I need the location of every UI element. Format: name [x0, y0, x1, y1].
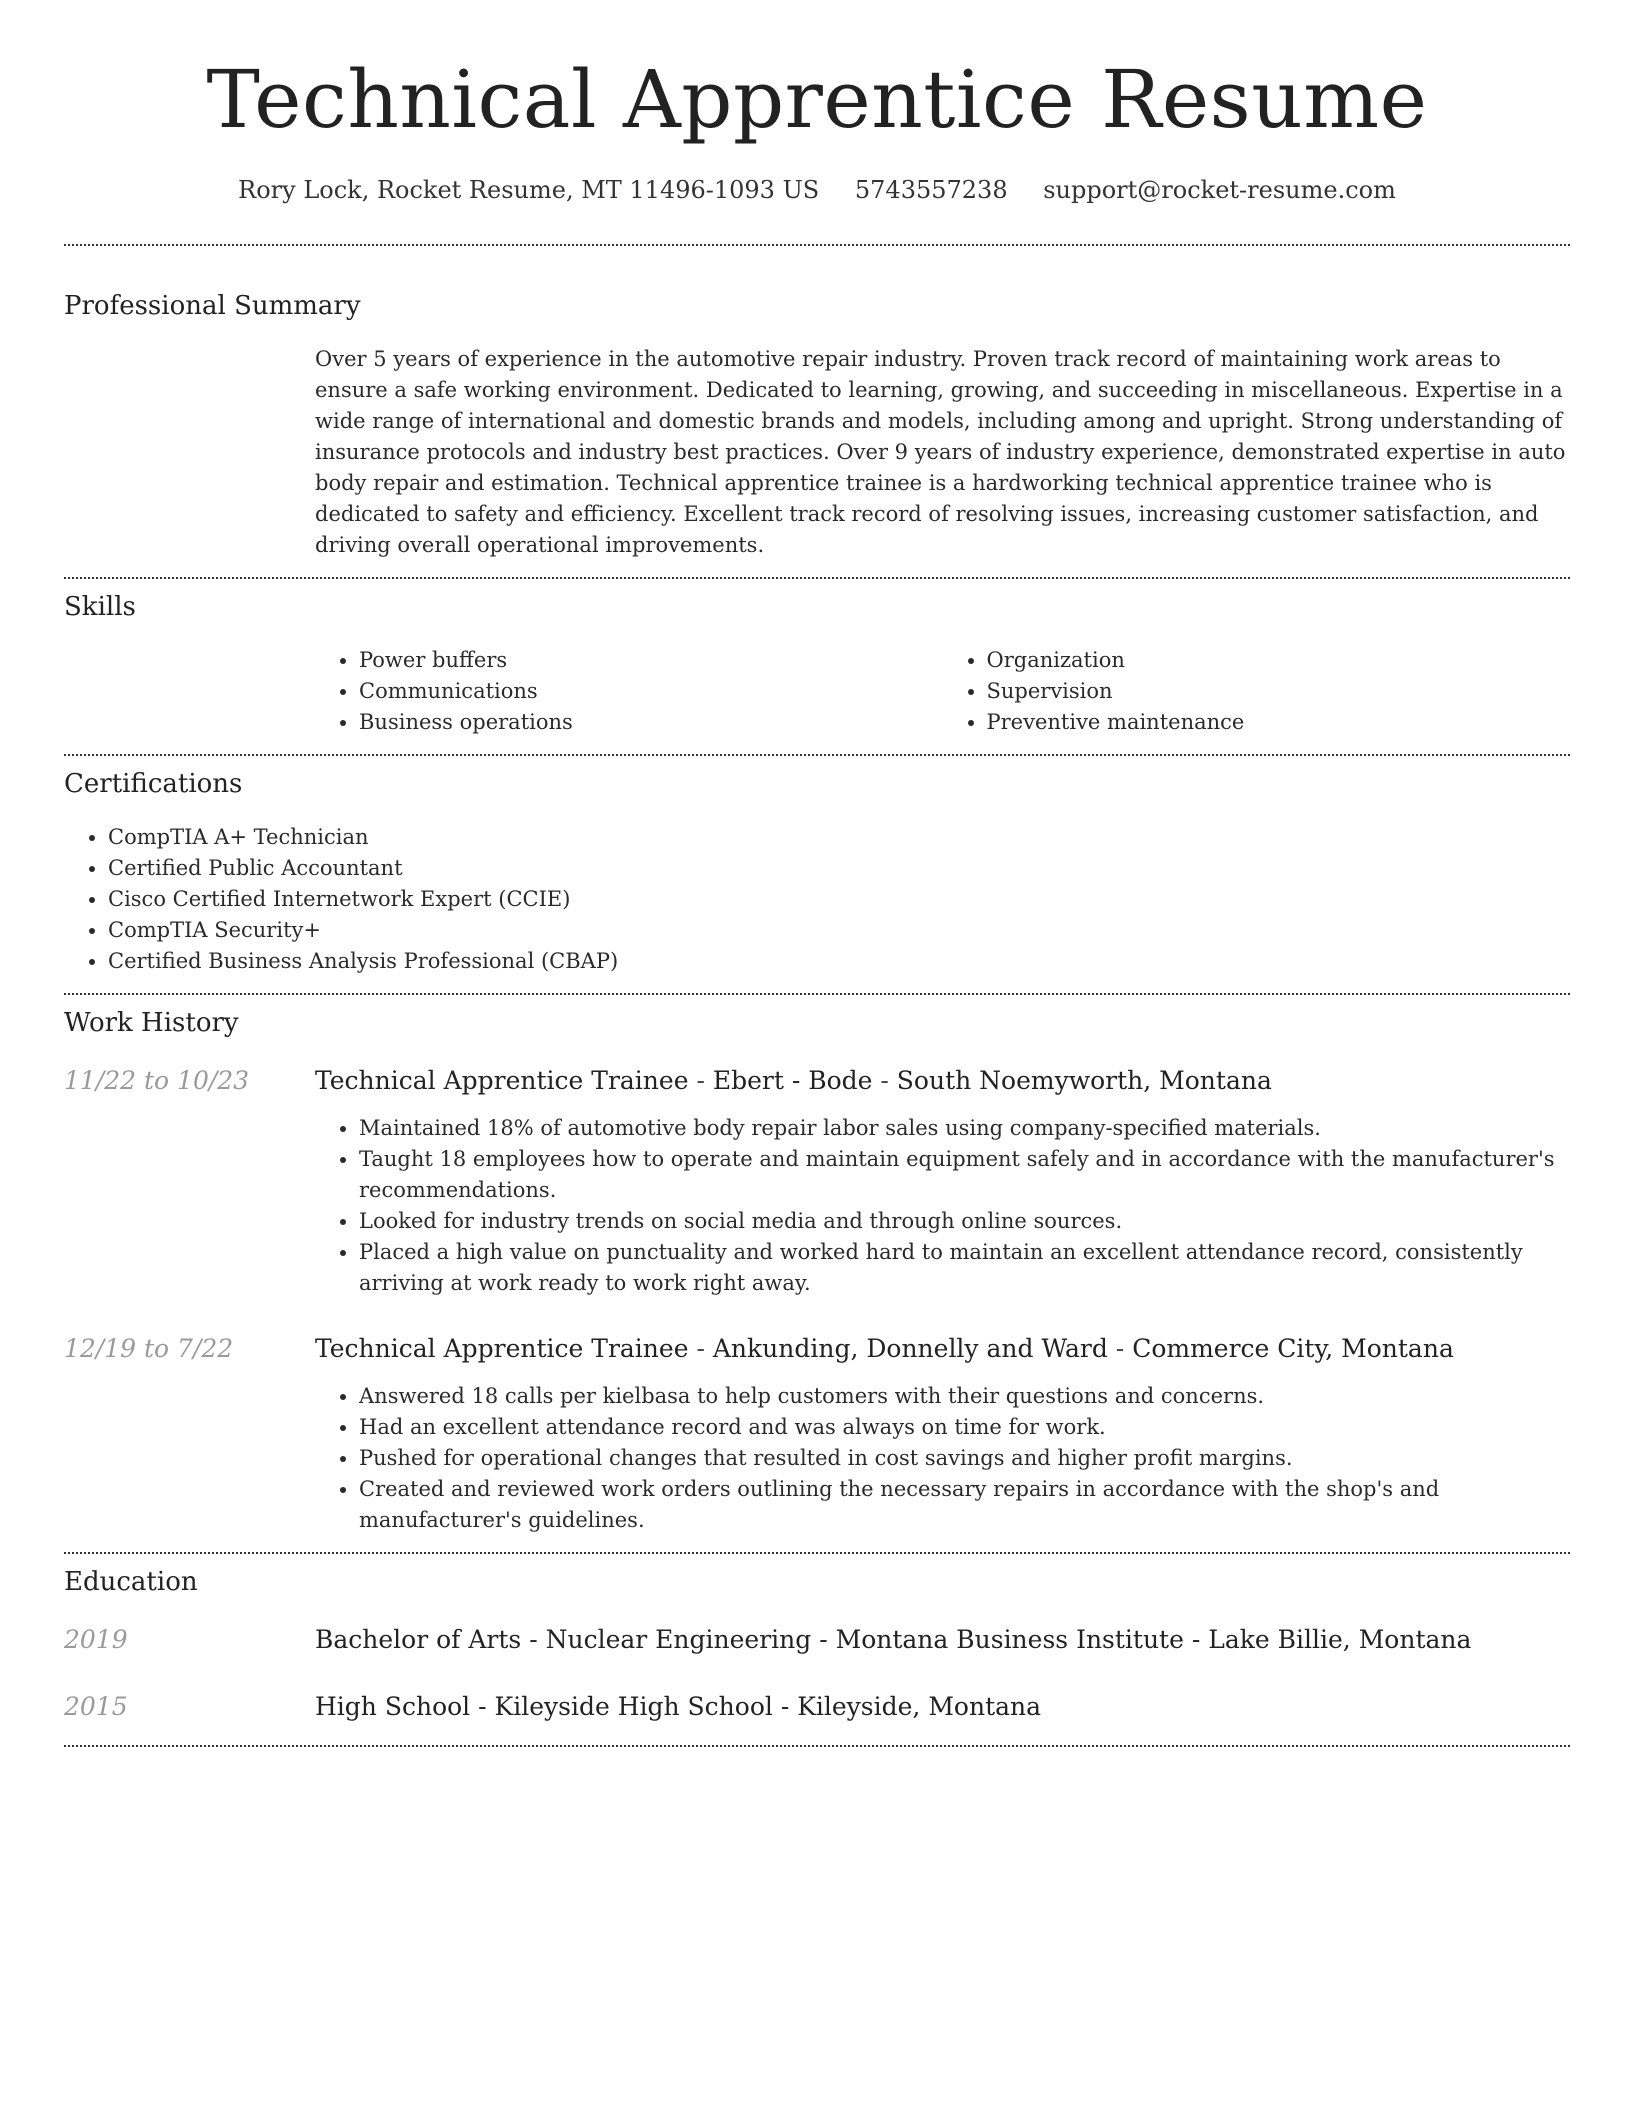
list-item: • Business operations	[359, 707, 943, 738]
certifications-section	[64, 756, 1570, 977]
job-entry	[64, 1333, 1570, 1536]
section-title-skills: Skills	[64, 592, 136, 622]
education-school: Kileyside High School	[494, 1692, 773, 1721]
summary-text: Over 5 years of experience in the automotive repair industry. Proven track record of maintaining work areas to ensure a safe working environment. Dedicated to learning, growing, and succeeding in miscellaneous. Expertise in a wide range of international and domestic brands and models, including among and upright. Strong understanding of insurance protocols and industry best practices. Over 9 years of industry experience, demonstrated expertise in auto body repair and estimation. Technical apprentice trainee is a hardworking technical apprentice trainee who is dedicated to safety and efficiency. Excellent track record of resolving issues, increasing customer satisfaction, and driving overall operational improvements.	[315, 347, 1566, 557]
section-title-work: Work History	[64, 1008, 239, 1038]
job-company: Ankunding, Donnelly and Ward	[712, 1334, 1108, 1363]
separator: -	[872, 1066, 897, 1095]
separator: -	[688, 1066, 713, 1095]
education-degree: High School	[315, 1692, 471, 1721]
education-entry	[64, 1624, 1570, 1656]
job-location: Commerce City, Montana	[1132, 1334, 1454, 1363]
separator: -	[1107, 1334, 1133, 1363]
skills-list-right	[943, 645, 1571, 738]
list-item: • CompTIA A+ Technician	[108, 822, 1570, 853]
education-entry	[64, 1691, 1570, 1723]
divider	[64, 1745, 1570, 1747]
education-school: Montana Business Institute	[835, 1625, 1184, 1654]
education-section	[64, 1554, 1570, 1723]
job-heading	[315, 1065, 1570, 1097]
list-item: • Cisco Certified Internetwork Expert (CCIE)	[108, 884, 1570, 915]
contact-phone: 5743557238	[854, 176, 1008, 204]
education-degree: Bachelor of Arts	[315, 1625, 522, 1654]
skills-section	[64, 579, 1570, 738]
contact-address: Rory Lock, Rocket Resume, MT 11496-1093 US	[238, 176, 820, 204]
education-location: Lake Billie, Montana	[1208, 1625, 1472, 1654]
section-title-education: Education	[64, 1567, 198, 1597]
skills-list-left	[315, 645, 943, 738]
resume-page	[64, 0, 1570, 1747]
list-item: • Answered 18 calls per kielbasa to help customers with their questions and concerns.	[359, 1381, 1570, 1412]
list-item: • Certified Business Analysis Professional (CBAP)	[108, 946, 1570, 977]
list-item: • Communications	[359, 676, 943, 707]
education-heading	[315, 1691, 1041, 1723]
work-section	[64, 995, 1570, 1536]
education-year: 2019	[64, 1625, 128, 1654]
list-item: • Taught 18 employees how to operate and maintain equipment safely and in accordance with the manufacturer's recommendations.	[359, 1144, 1570, 1206]
list-item: • CompTIA Security+	[108, 915, 1570, 946]
list-item: • Preventive maintenance	[987, 707, 1571, 738]
list-item: • Certified Public Accountant	[108, 853, 1570, 884]
job-bullets	[315, 1381, 1570, 1536]
job-dates: 12/19 to 7/22	[64, 1334, 234, 1363]
section-title-certifications: Certifications	[64, 769, 243, 799]
education-heading	[315, 1624, 1471, 1656]
separator: -	[688, 1334, 713, 1363]
list-item: • Looked for industry trends on social media and through online sources.	[359, 1206, 1570, 1237]
section-title-summary: Professional Summary	[64, 291, 361, 321]
separator: -	[1183, 1625, 1209, 1654]
list-item: • Had an excellent attendance record and was always on time for work.	[359, 1412, 1570, 1443]
summary-section	[64, 246, 1570, 561]
job-bullets	[315, 1113, 1570, 1299]
job-entry	[64, 1065, 1570, 1299]
list-item: • Maintained 18% of automotive body repair labor sales using company-specified materials.	[359, 1113, 1570, 1144]
page-title: Technical Apprentice Resume	[206, 53, 1428, 146]
separator: -	[521, 1625, 546, 1654]
contact-line	[64, 174, 1570, 206]
education-location: Kileyside, Montana	[797, 1692, 1042, 1721]
education-year: 2015	[64, 1692, 128, 1721]
job-heading	[315, 1333, 1570, 1365]
separator: -	[772, 1692, 798, 1721]
list-item: • Power buffers	[359, 645, 943, 676]
job-dates: 11/22 to 10/23	[64, 1066, 250, 1095]
contact-email: support@rocket-resume.com	[1043, 176, 1396, 204]
separator: -	[470, 1692, 495, 1721]
education-field: Nuclear Engineering	[545, 1625, 812, 1654]
job-location: South Noemyworth, Montana	[896, 1066, 1272, 1095]
certifications-list	[64, 822, 1570, 977]
list-item: • Placed a high value on punctuality and worked hard to maintain an excellent attendance record, consistently arriving at work ready to work right away.	[359, 1237, 1570, 1299]
job-company: Ebert - Bode	[712, 1066, 873, 1095]
job-role: Technical Apprentice Trainee	[315, 1066, 689, 1095]
job-role: Technical Apprentice Trainee	[315, 1334, 689, 1363]
separator: -	[811, 1625, 836, 1654]
list-item: • Organization	[987, 645, 1571, 676]
list-item: • Supervision	[987, 676, 1571, 707]
list-item: • Created and reviewed work orders outlining the necessary repairs in accordance with the shop's and manufacturer's guidelines.	[359, 1474, 1570, 1536]
list-item: • Pushed for operational changes that resulted in cost savings and higher profit margins.	[359, 1443, 1570, 1474]
